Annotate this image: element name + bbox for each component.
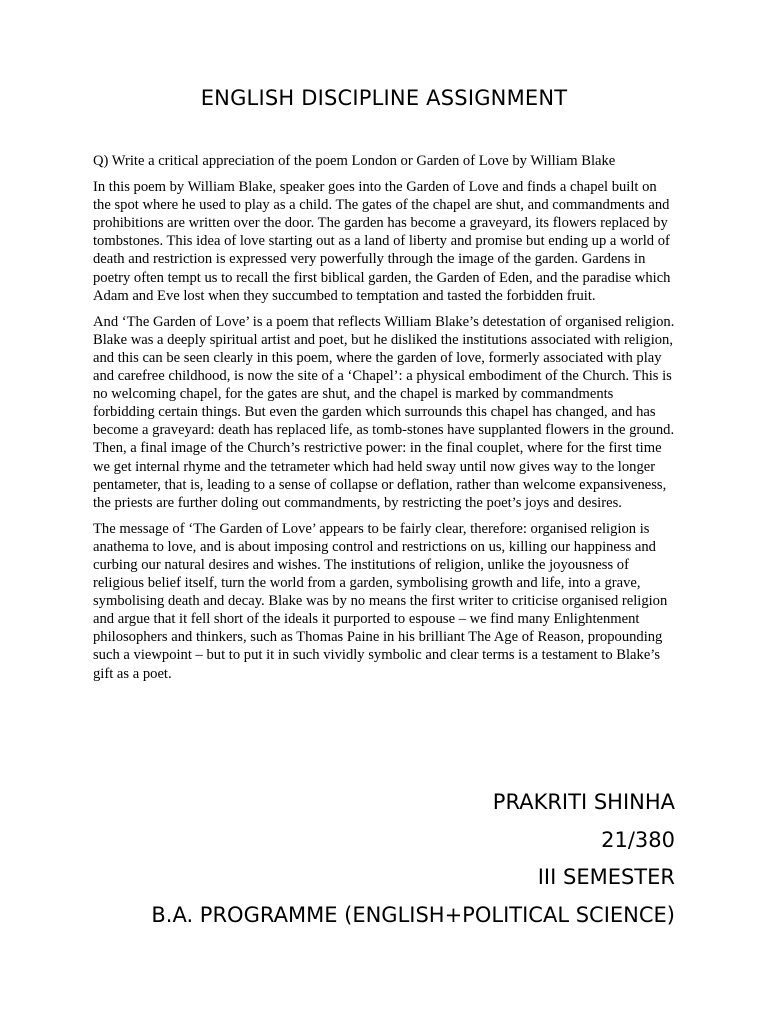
roll-number: 21/380 bbox=[601, 827, 675, 852]
author-signature-block bbox=[55, 784, 675, 934]
programme: B.A. PROGRAMME (ENGLISH+POLITICAL SCIENCE) bbox=[151, 902, 675, 927]
paragraph-1: In this poem by William Blake, speaker goes into the Garden of Love and finds a chapel built on the spot where he used to play as a child. The gates of the chapel are shut, and commandments and prohibitions are written over the door. The garden has become a graveyard, its flowers replaced by tombstones. This idea of love starting out as a land of liberty and promise but ending up a world of death and restriction is expressed very powerfully through the image of the garden. Gardens in poetry often tempt us to recall the first biblical garden, the Garden of Eden, and the paradise which Adam and Eve lost when they succumbed to temptation and tasted the forbidden fruit. bbox=[93, 179, 671, 304]
assignment-body bbox=[93, 152, 677, 691]
author-name: PRAKRITI SHINHA bbox=[492, 790, 675, 814]
question-text: Q) Write a critical appreciation of the poem London or Garden of Love by William Blake bbox=[93, 153, 616, 169]
paragraph-3: The message of ‘The Garden of Love’ appears to be fairly clear, therefore: organised religion is anathema to love, and is about imposing control and restrictions on us, killing our happiness and curbing our natural desires and wishes. The institutions of religion, unlike the joyousness of religious belief itself, turn the world from a garden, symbolising growth and life, into a grave, symbolising death and decay. Blake was by no means the first writer to criticise organised religion and argue that it fell short of the ideals it purported to espouse – we find many Enlightenment philosophers and thinkers, such as Thomas Paine in his brilliant The Age of Reason, propounding such a viewpoint – but to put it in such vividly symbolic and clear terms is a testament to Blake’s gift as a poet. bbox=[93, 520, 668, 682]
paragraph-2: And ‘The Garden of Love’ is a poem that reflects William Blake’s detestation of organised religion. Blake was a deeply spiritual artist and poet, but he disliked the institutions associated with religion, and this can be seen clearly in this poem, where the garden of love, formerly associated with play and carefree childhood, is now the site of a ‘Chapel’: a physical embodiment of the Church. This is no welcoming chapel, for the gates are shut, and the chapel is marked by commandments forbidding certain things. But even the garden which surrounds this chapel has changed, and has become a graveyard: death has replaced life, as tomb-stones have supplanted flowers in the ground. Then, a final image of the Church’s restrictive power: in the final couplet, where for the first time we get internal rhyme and the tetrameter which had held sway until now gives way to the longer pentameter, that is, leading to a sense of collapse or deflation, rather than welcome expansiveness, the priests are further doling out commandments, by restricting the poet’s joys and desires. bbox=[93, 313, 675, 511]
semester: III SEMESTER bbox=[537, 865, 675, 889]
page-title: ENGLISH DISCIPLINE ASSIGNMENT bbox=[200, 86, 568, 110]
